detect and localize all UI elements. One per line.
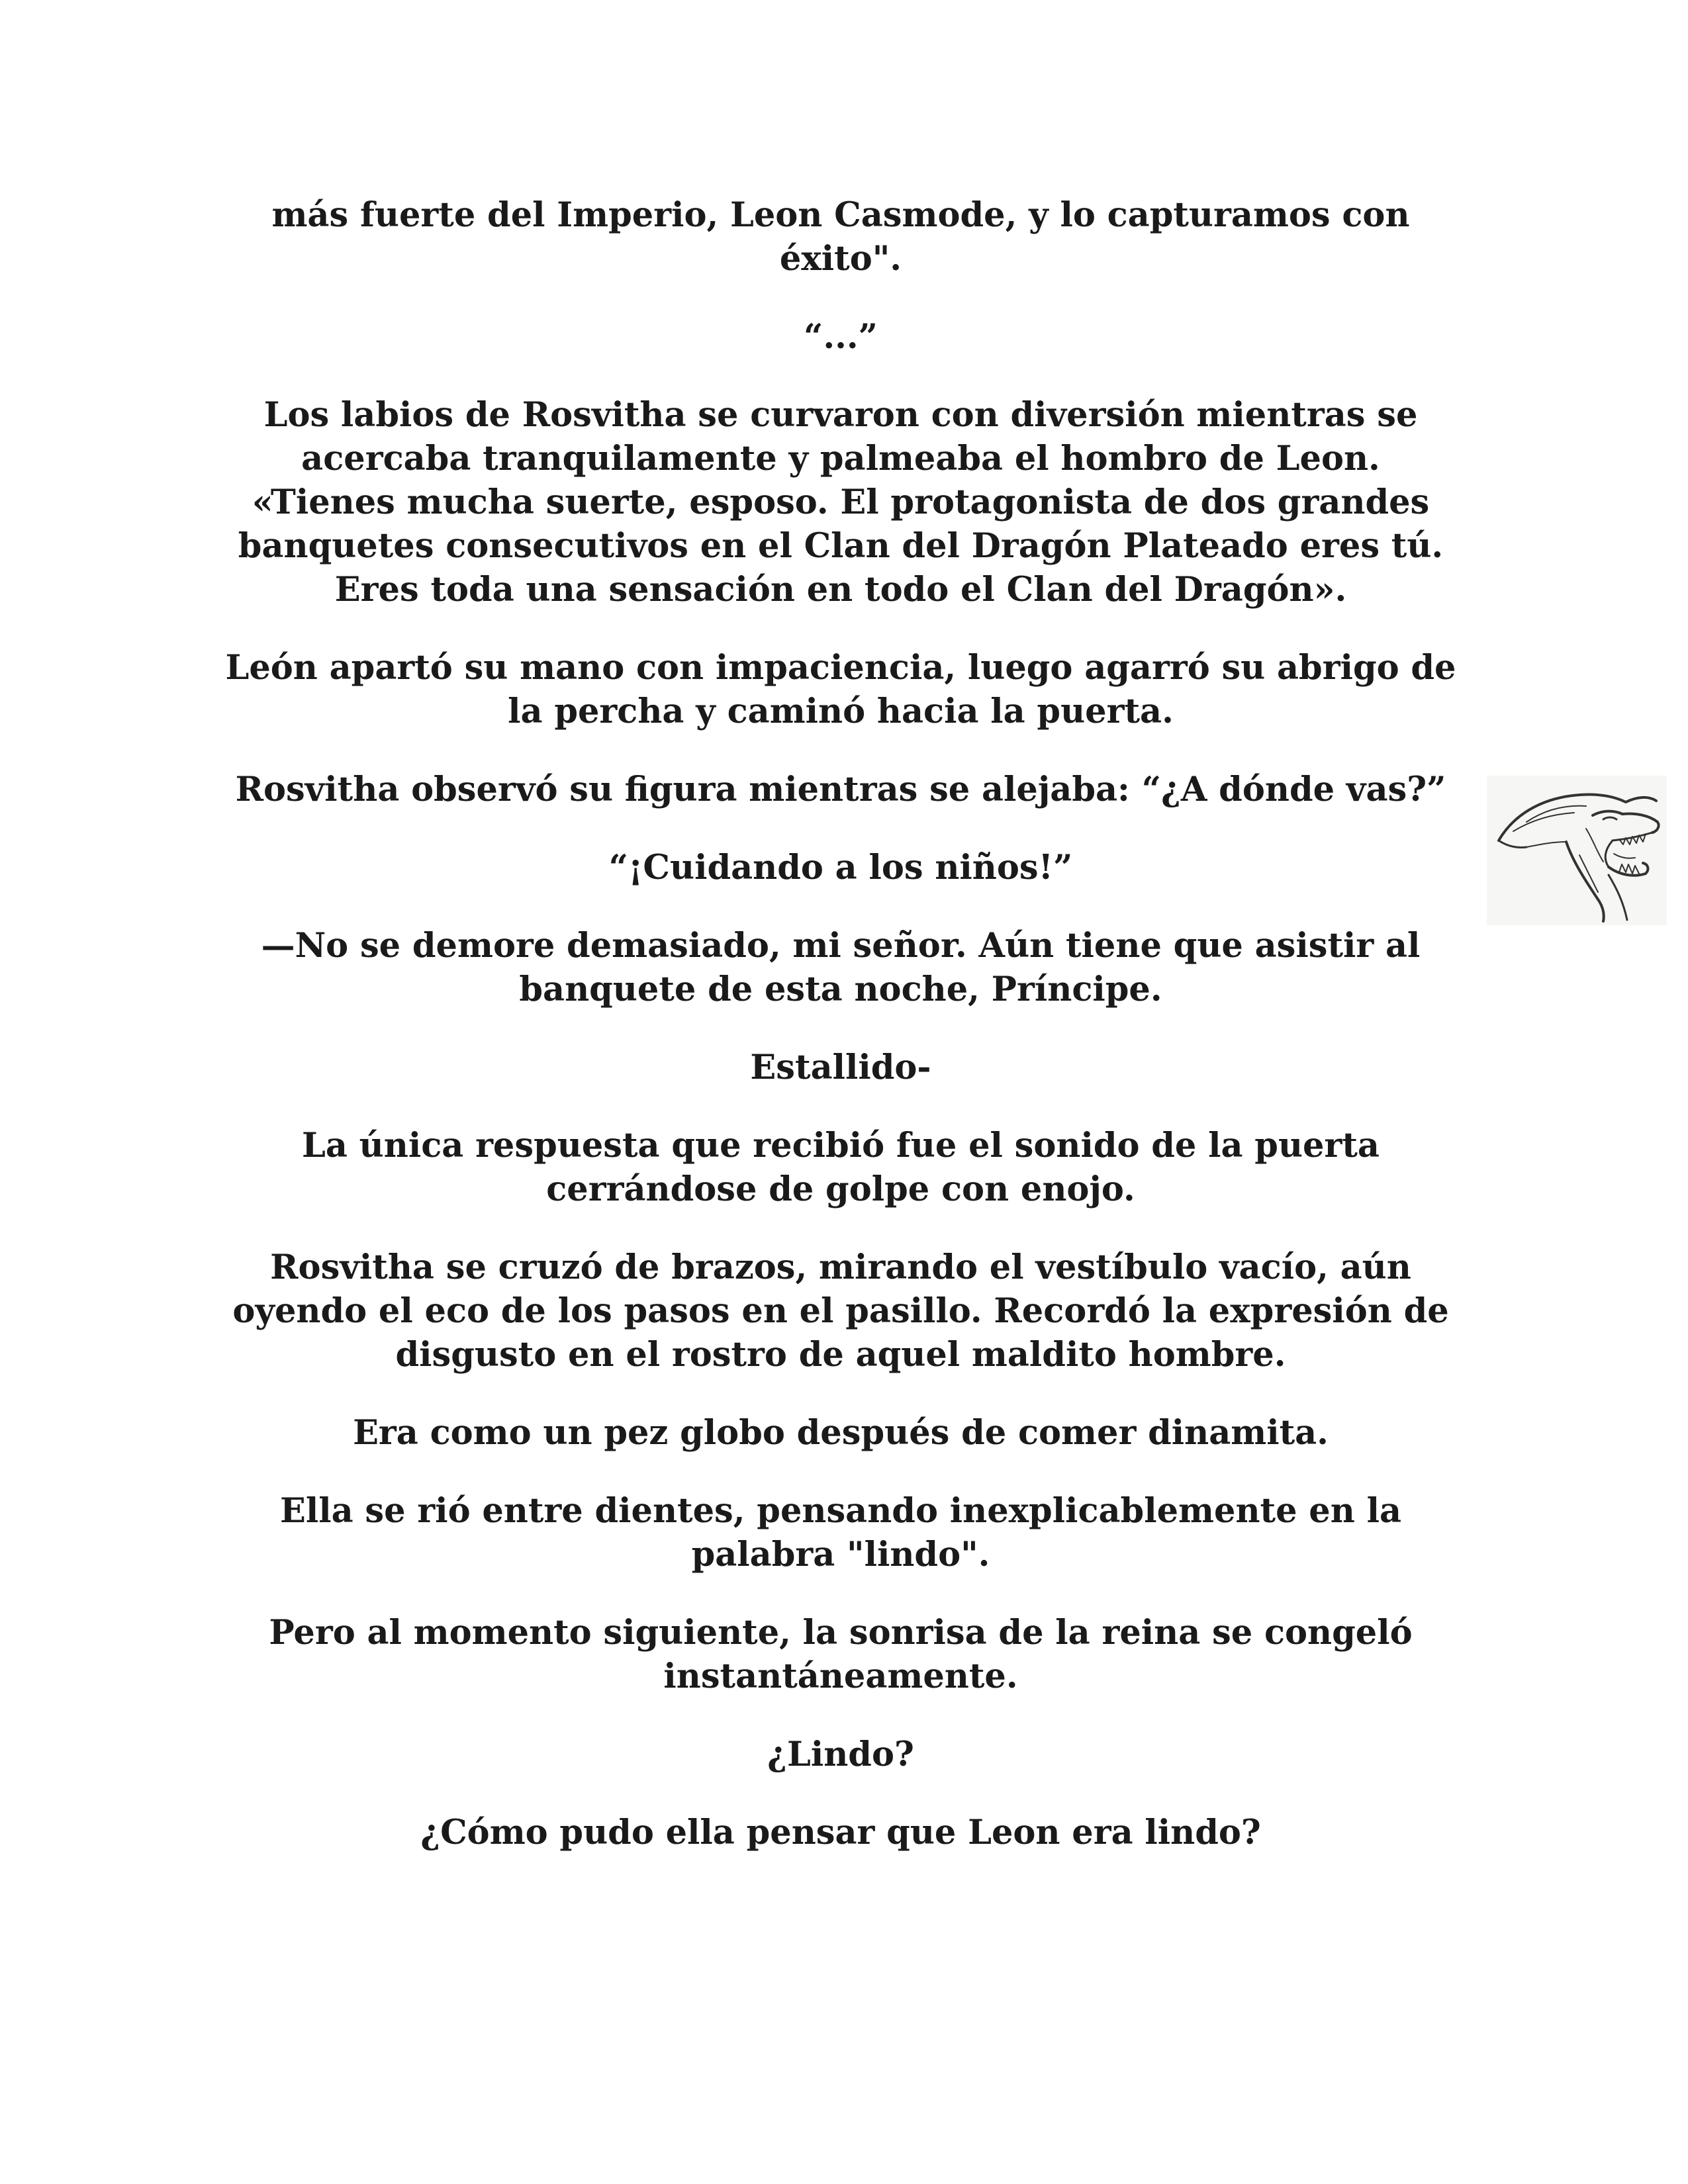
paragraph: “¡Cuidando a los niños!” xyxy=(608,848,1073,887)
paragraph: más fuerte del Imperio, Leon Casmode, y lo capturamos con éxito". xyxy=(271,195,1410,279)
paragraph: Pero al momento siguiente, la sonrisa de la reina se congeló instantáneamente. xyxy=(269,1613,1413,1696)
story-text xyxy=(225,193,1456,1889)
paragraph: ¿Cómo pudo ella pensar que Leon era lindo? xyxy=(420,1813,1261,1852)
paragraph: —No se demore demasiado, mi señor. Aún tiene que asistir al banquete de esta noche, Príncipe. xyxy=(261,926,1421,1009)
paragraph: Estallido- xyxy=(750,1048,931,1087)
dragon-head-sketch-icon xyxy=(1487,776,1667,925)
paragraph: León apartó su mano con impaciencia, luego agarró su abrigo de la percha y caminó hacia la puerta. xyxy=(225,648,1456,731)
paragraph: Ella se rió entre dientes, pensando inexplicablemente en la palabra "lindo". xyxy=(279,1491,1401,1574)
paragraph: Era como un pez globo después de comer dinamita. xyxy=(353,1413,1329,1453)
paragraph: Rosvitha se cruzó de brazos, mirando el vestíbulo vacío, aún oyendo el eco de los pasos en el pasillo. Recordó la expresión de disgusto en el rostro de aquel maldito hombre. xyxy=(232,1248,1449,1375)
paragraph: La única respuesta que recibió fue el sonido de la puerta cerrándose de golpe con enojo. xyxy=(302,1126,1380,1209)
paragraph: ¿Lindo? xyxy=(767,1735,914,1774)
paragraph: Rosvitha observó su figura mientras se alejaba: “¿A dónde vas?” xyxy=(235,770,1446,809)
paragraph: “...” xyxy=(804,317,878,357)
paragraph: Los labios de Rosvitha se curvaron con diversión mientras se acercaba tranquilamente y palmeaba el hombro de Leon. «Tienes mucha suerte, esposo. El protagonista de dos grandes banquetes consecutivos en el Clan del Dragón Plateado eres tú. Eres toda una sensación en todo el Clan del Dragón». xyxy=(238,395,1444,610)
